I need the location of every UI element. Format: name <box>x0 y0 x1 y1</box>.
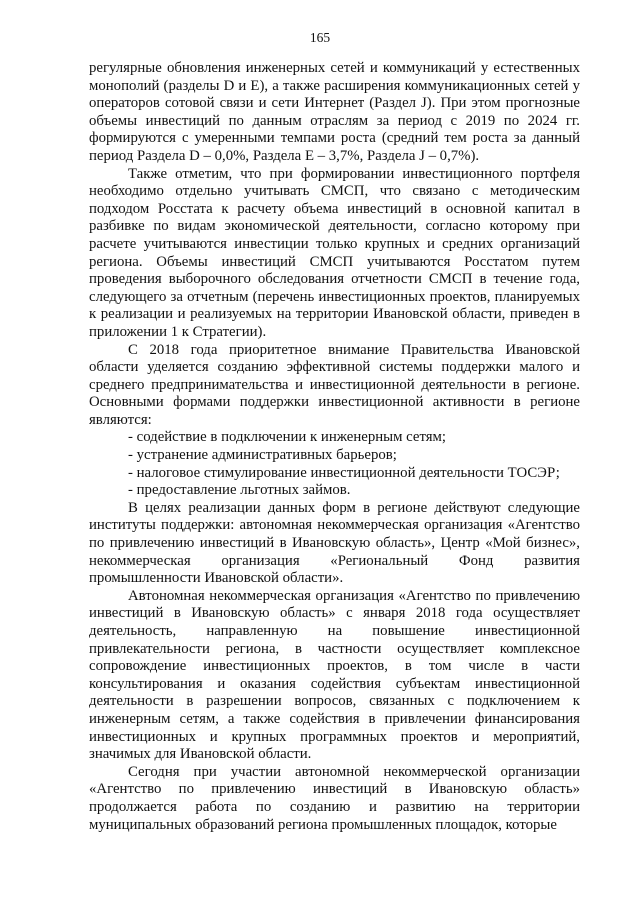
paragraph-agency-activity: Автономная некоммерческая организация «Агентство по привлечению инвестиций в Ивановскую область» с января 2018 года осуществляет деятельность, направленную на повышение инвестиционной привлекательности региона, в частности осуществляет комплексное сопровождение инвестиционных проектов, в том числе в части консультирования и оказания содействия субъектам инвестиционной деятельности в разрешении вопросов, связанных с подключением к инженерным сетям, а также содействия в привлечении финансирования инвестиционных и крупных программных проектов и мероприятий, значимых для Ивановской области. <box>89 587 580 763</box>
document-body <box>89 60 580 834</box>
list-item: - устранение административных барьеров; <box>128 447 397 464</box>
paragraph-support-priority: С 2018 года приоритетное внимание Правительства Ивановской области уделяется созданию эффективной системы поддержки малого и среднего предпринимательства и инвестиционной деятельности в регионе. Основными формами поддержки инвестиционной активности в регионе являются: <box>89 341 580 428</box>
support-forms-list <box>89 429 580 499</box>
paragraph-industrial-sites: Сегодня при участии автономной некоммерческой организации «Агентство по привлечению инвестиций в Ивановскую область» продолжается работа по созданию и развитию на территории муниципальных образований региона промышленных площадок, которые <box>89 763 580 833</box>
paragraph-support-institutions: В целях реализации данных форм в регионе действуют следующие институты поддержки: автономная некоммерческая организация «Агентство по привлечению инвестиций в Ивановскую область», Центр «Мой бизнес», некоммерческая организация «Региональный Фонд развития промышленности Ивановской области». <box>89 499 580 587</box>
page-number: 165 <box>309 30 331 45</box>
paragraph-continuation: регулярные обновления инженерных сетей и коммуникаций у естественных монополий (разделы D и E), а также расширения коммуникационных сетей у операторов сотовой связи и сети Интернет (Раздел J). При этом прогнозные объемы инвестиций по данным отраслям за период с 2019 по 2024 гг. формируются с умеренными темпами роста (средний тем роста за данный период Раздела D – 0,0%, Раздела E – 3,7%, Раздела J – 0,7%). <box>89 60 580 164</box>
paragraph-smsp-investments: Также отметим, что при формировании инвестиционного портфеля необходимо отдельно учитывать СМСП, что связано с методическим подходом Росстата к расчету объема инвестиций в основной капитал в разбивке по видам экономической деятельности, согласно которому при расчете учитываются инвестиции только крупных и средних организаций региона. Объемы инвестиций СМСП учитываются Росстатом путем проведения выборочного обследования отчетности СМСП в течение года, следующего за отчетным (перечень инвестиционных проектов, планируемых к реализации и реализуемых на территории Ивановской области, приведен в приложении 1 к Стратегии). <box>89 165 580 340</box>
list-item: - налоговое стимулирование инвестиционной деятельности ТОСЭР; <box>128 464 560 481</box>
list-item: - содействие в подключении к инженерным сетям; <box>128 429 447 446</box>
list-item: - предоставление льготных займов. <box>128 482 351 499</box>
